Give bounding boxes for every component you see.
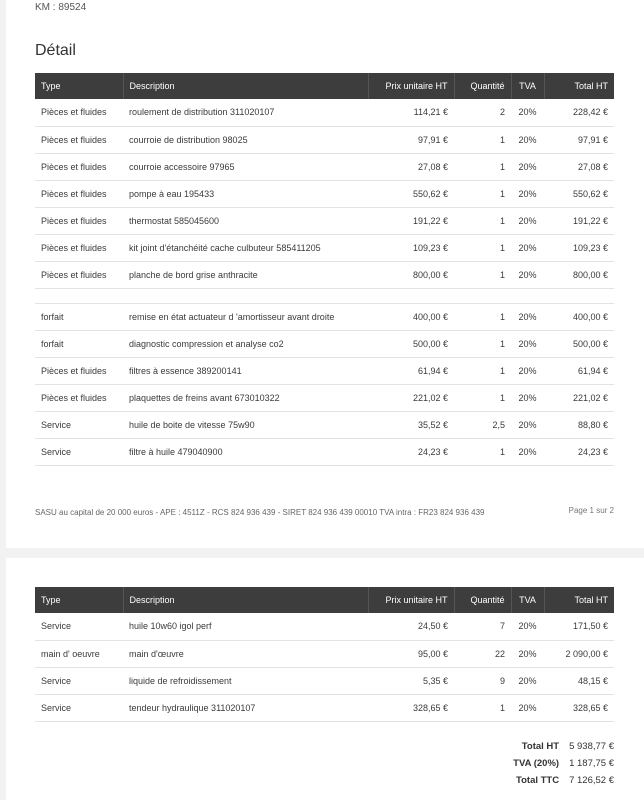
item-total: 171,50 € xyxy=(572,621,608,632)
total-ttc-label: Total TTC xyxy=(516,775,560,786)
item-unit-price: 800,00 € xyxy=(412,269,448,280)
item-vat: 20% xyxy=(518,215,537,226)
item-unit-price: 550,62 € xyxy=(412,188,448,199)
item-total: 221,02 € xyxy=(572,392,608,403)
item-vat: 20% xyxy=(518,188,537,199)
table-row xyxy=(35,694,614,721)
total-ht-label: Total HT xyxy=(521,741,560,752)
item-type: Pièces et fluides xyxy=(41,392,107,403)
column-header-total: Total HT xyxy=(574,81,608,91)
item-total: 191,22 € xyxy=(572,215,608,226)
item-description: huile de boite de vitesse 75w90 xyxy=(129,419,255,430)
item-quantity: 1 xyxy=(499,269,505,280)
column-header-unit-price: Prix unitaire HT xyxy=(368,587,454,613)
table-row xyxy=(35,438,614,465)
item-type: Pièces et fluides xyxy=(41,161,107,172)
item-quantity: 1 xyxy=(499,161,505,172)
item-vat: 20% xyxy=(518,242,537,253)
column-header-description: Description xyxy=(123,73,368,99)
table-row xyxy=(35,613,614,640)
item-total: 228,42 € xyxy=(572,107,608,118)
totals-summary xyxy=(503,738,614,789)
table-row xyxy=(35,153,614,180)
item-type: Service xyxy=(41,419,72,430)
table-row xyxy=(35,180,614,207)
item-description: filtres à essence 389200141 xyxy=(129,365,242,376)
item-unit-price: 221,02 € xyxy=(412,392,448,403)
item-vat: 20% xyxy=(518,648,537,659)
item-unit-price: 24,50 € xyxy=(417,621,448,632)
item-description: courroie accessoire 97965 xyxy=(129,161,235,172)
item-description: tendeur hydraulique 311020107 xyxy=(129,702,256,713)
column-header-description: Description xyxy=(123,587,368,613)
item-description: filtre à huile 479040900 xyxy=(129,446,223,457)
item-quantity: 1 xyxy=(499,365,505,376)
item-vat: 20% xyxy=(518,338,537,349)
table-row xyxy=(35,234,614,261)
item-unit-price: 24,23 € xyxy=(417,446,448,457)
item-vat: 20% xyxy=(518,675,537,686)
item-quantity: 1 xyxy=(499,188,505,199)
item-vat: 20% xyxy=(518,311,537,322)
column-header-quantity: Quantité xyxy=(454,73,511,99)
vat-total-row xyxy=(503,755,614,772)
item-vat: 20% xyxy=(518,621,537,632)
item-description: planche de bord grise anthracite xyxy=(129,269,258,280)
detail-table xyxy=(35,73,614,466)
company-legal-footer: SASU au capital de 20 000 euros - APE : 4511Z - RCS 824 936 439 - SIRET 824 936 439 00010 TVA intra : FR23 824 936 439 xyxy=(35,508,485,517)
item-unit-price: 328,65 € xyxy=(412,702,448,713)
page-number: Page 1 sur 2 xyxy=(568,506,614,515)
item-description: pompe à eau 195433 xyxy=(129,188,215,199)
item-quantity: 9 xyxy=(499,675,505,686)
item-quantity: 1 xyxy=(499,215,505,226)
table-row xyxy=(35,126,614,153)
item-total: 328,65 € xyxy=(572,702,608,713)
column-header-unit-price: Prix unitaire HT xyxy=(368,73,454,99)
item-quantity: 2 xyxy=(499,107,505,118)
column-header-total: Total HT xyxy=(574,595,608,605)
item-type: Pièces et fluides xyxy=(41,215,107,226)
item-unit-price: 95,00 € xyxy=(417,648,448,659)
item-description: plaquettes de freins avant 673010322 xyxy=(129,392,280,403)
total-ttc-row xyxy=(503,772,614,789)
item-type: Pièces et fluides xyxy=(41,107,107,118)
table-row xyxy=(35,357,614,384)
table-row xyxy=(35,207,614,234)
column-header-type: Type xyxy=(35,587,123,613)
item-quantity: 1 xyxy=(499,338,505,349)
vehicle-mileage: KM : 89524 xyxy=(35,2,87,13)
table-row xyxy=(35,99,614,126)
item-quantity: 1 xyxy=(499,392,505,403)
item-quantity: 1 xyxy=(499,311,505,322)
item-type: Pièces et fluides xyxy=(41,134,107,145)
item-vat: 20% xyxy=(518,702,537,713)
item-vat: 20% xyxy=(518,419,537,430)
invoice-page-1 xyxy=(6,0,644,548)
item-unit-price: 500,00 € xyxy=(412,338,448,349)
item-total: 88,80 € xyxy=(577,419,608,430)
invoice-page-2 xyxy=(6,558,644,800)
table-header-row xyxy=(35,73,614,99)
item-total: 109,23 € xyxy=(572,242,608,253)
item-description: huile 10w60 igol perf xyxy=(129,621,212,632)
item-vat: 20% xyxy=(518,107,537,118)
item-unit-price: 109,23 € xyxy=(412,242,448,253)
detail-heading: Détail xyxy=(35,42,76,59)
item-quantity: 1 xyxy=(499,702,505,713)
item-total: 500,00 € xyxy=(572,338,608,349)
item-total: 61,94 € xyxy=(577,365,608,376)
item-description: courroie de distribution 98025 xyxy=(129,134,248,145)
total-ht-row xyxy=(503,738,614,755)
item-total: 550,62 € xyxy=(572,188,608,199)
table-row xyxy=(35,303,614,330)
table-spacer-row xyxy=(35,288,614,303)
item-total: 97,91 € xyxy=(577,134,608,145)
item-type: Service xyxy=(41,621,72,632)
table-row xyxy=(35,411,614,438)
table-row xyxy=(35,667,614,694)
item-quantity: 2,5 xyxy=(492,419,505,430)
item-vat: 20% xyxy=(518,161,537,172)
item-unit-price: 5,35 € xyxy=(422,675,448,686)
column-header-vat: TVA xyxy=(511,73,544,99)
item-total: 48,15 € xyxy=(577,675,608,686)
item-type: forfait xyxy=(41,338,64,349)
item-description: diagnostic compression et analyse co2 xyxy=(129,338,284,349)
item-vat: 20% xyxy=(518,392,537,403)
item-type: Pièces et fluides xyxy=(41,188,107,199)
item-description: kit joint d'étanchéité cache culbuteur 585411205 xyxy=(129,242,321,253)
item-unit-price: 27,08 € xyxy=(417,161,448,172)
vat-total-value: 1 187,75 € xyxy=(569,758,614,769)
item-quantity: 22 xyxy=(494,648,505,659)
item-type: Pièces et fluides xyxy=(41,242,107,253)
item-vat: 20% xyxy=(518,365,537,376)
item-total: 800,00 € xyxy=(572,269,608,280)
item-total: 400,00 € xyxy=(572,311,608,322)
item-quantity: 7 xyxy=(499,621,505,632)
item-type: Pièces et fluides xyxy=(41,365,107,376)
column-header-vat: TVA xyxy=(511,587,544,613)
item-unit-price: 35,52 € xyxy=(417,419,448,430)
table-row xyxy=(35,330,614,357)
table-header-row xyxy=(35,587,614,613)
item-vat: 20% xyxy=(518,269,537,280)
item-unit-price: 400,00 € xyxy=(412,311,448,322)
table-row xyxy=(35,384,614,411)
item-unit-price: 61,94 € xyxy=(417,365,448,376)
item-total: 24,23 € xyxy=(577,446,608,457)
item-type: Service xyxy=(41,675,72,686)
item-unit-price: 191,22 € xyxy=(412,215,448,226)
item-total: 2 090,00 € xyxy=(565,648,608,659)
item-description: liquide de refroidissement xyxy=(129,675,232,686)
item-type: Service xyxy=(41,446,72,457)
item-description: main d'œuvre xyxy=(129,648,184,659)
total-ttc-value: 7 126,52 € xyxy=(569,775,614,786)
column-header-type: Type xyxy=(35,73,123,99)
column-header-quantity: Quantité xyxy=(454,587,511,613)
item-unit-price: 114,21 € xyxy=(413,107,448,118)
item-quantity: 1 xyxy=(499,446,505,457)
table-row xyxy=(35,640,614,667)
item-type: Service xyxy=(41,702,72,713)
item-description: remise en état actuateur d 'amortisseur avant droite xyxy=(129,311,335,322)
total-ht-value: 5 938,77 € xyxy=(569,741,614,752)
item-unit-price: 97,91 € xyxy=(417,134,448,145)
item-description: thermostat 585045600 xyxy=(129,215,220,226)
item-description: roulement de distribution 311020107 xyxy=(129,107,275,118)
item-type: forfait xyxy=(41,311,64,322)
item-total: 27,08 € xyxy=(577,161,608,172)
item-quantity: 1 xyxy=(499,134,505,145)
item-type: main d' oeuvre xyxy=(41,648,100,659)
vat-total-label: TVA (20%) xyxy=(513,758,560,769)
item-vat: 20% xyxy=(518,134,537,145)
detail-table-continued xyxy=(35,587,614,722)
table-row xyxy=(35,261,614,288)
item-type: Pièces et fluides xyxy=(41,269,107,280)
item-vat: 20% xyxy=(518,446,537,457)
item-quantity: 1 xyxy=(499,242,505,253)
